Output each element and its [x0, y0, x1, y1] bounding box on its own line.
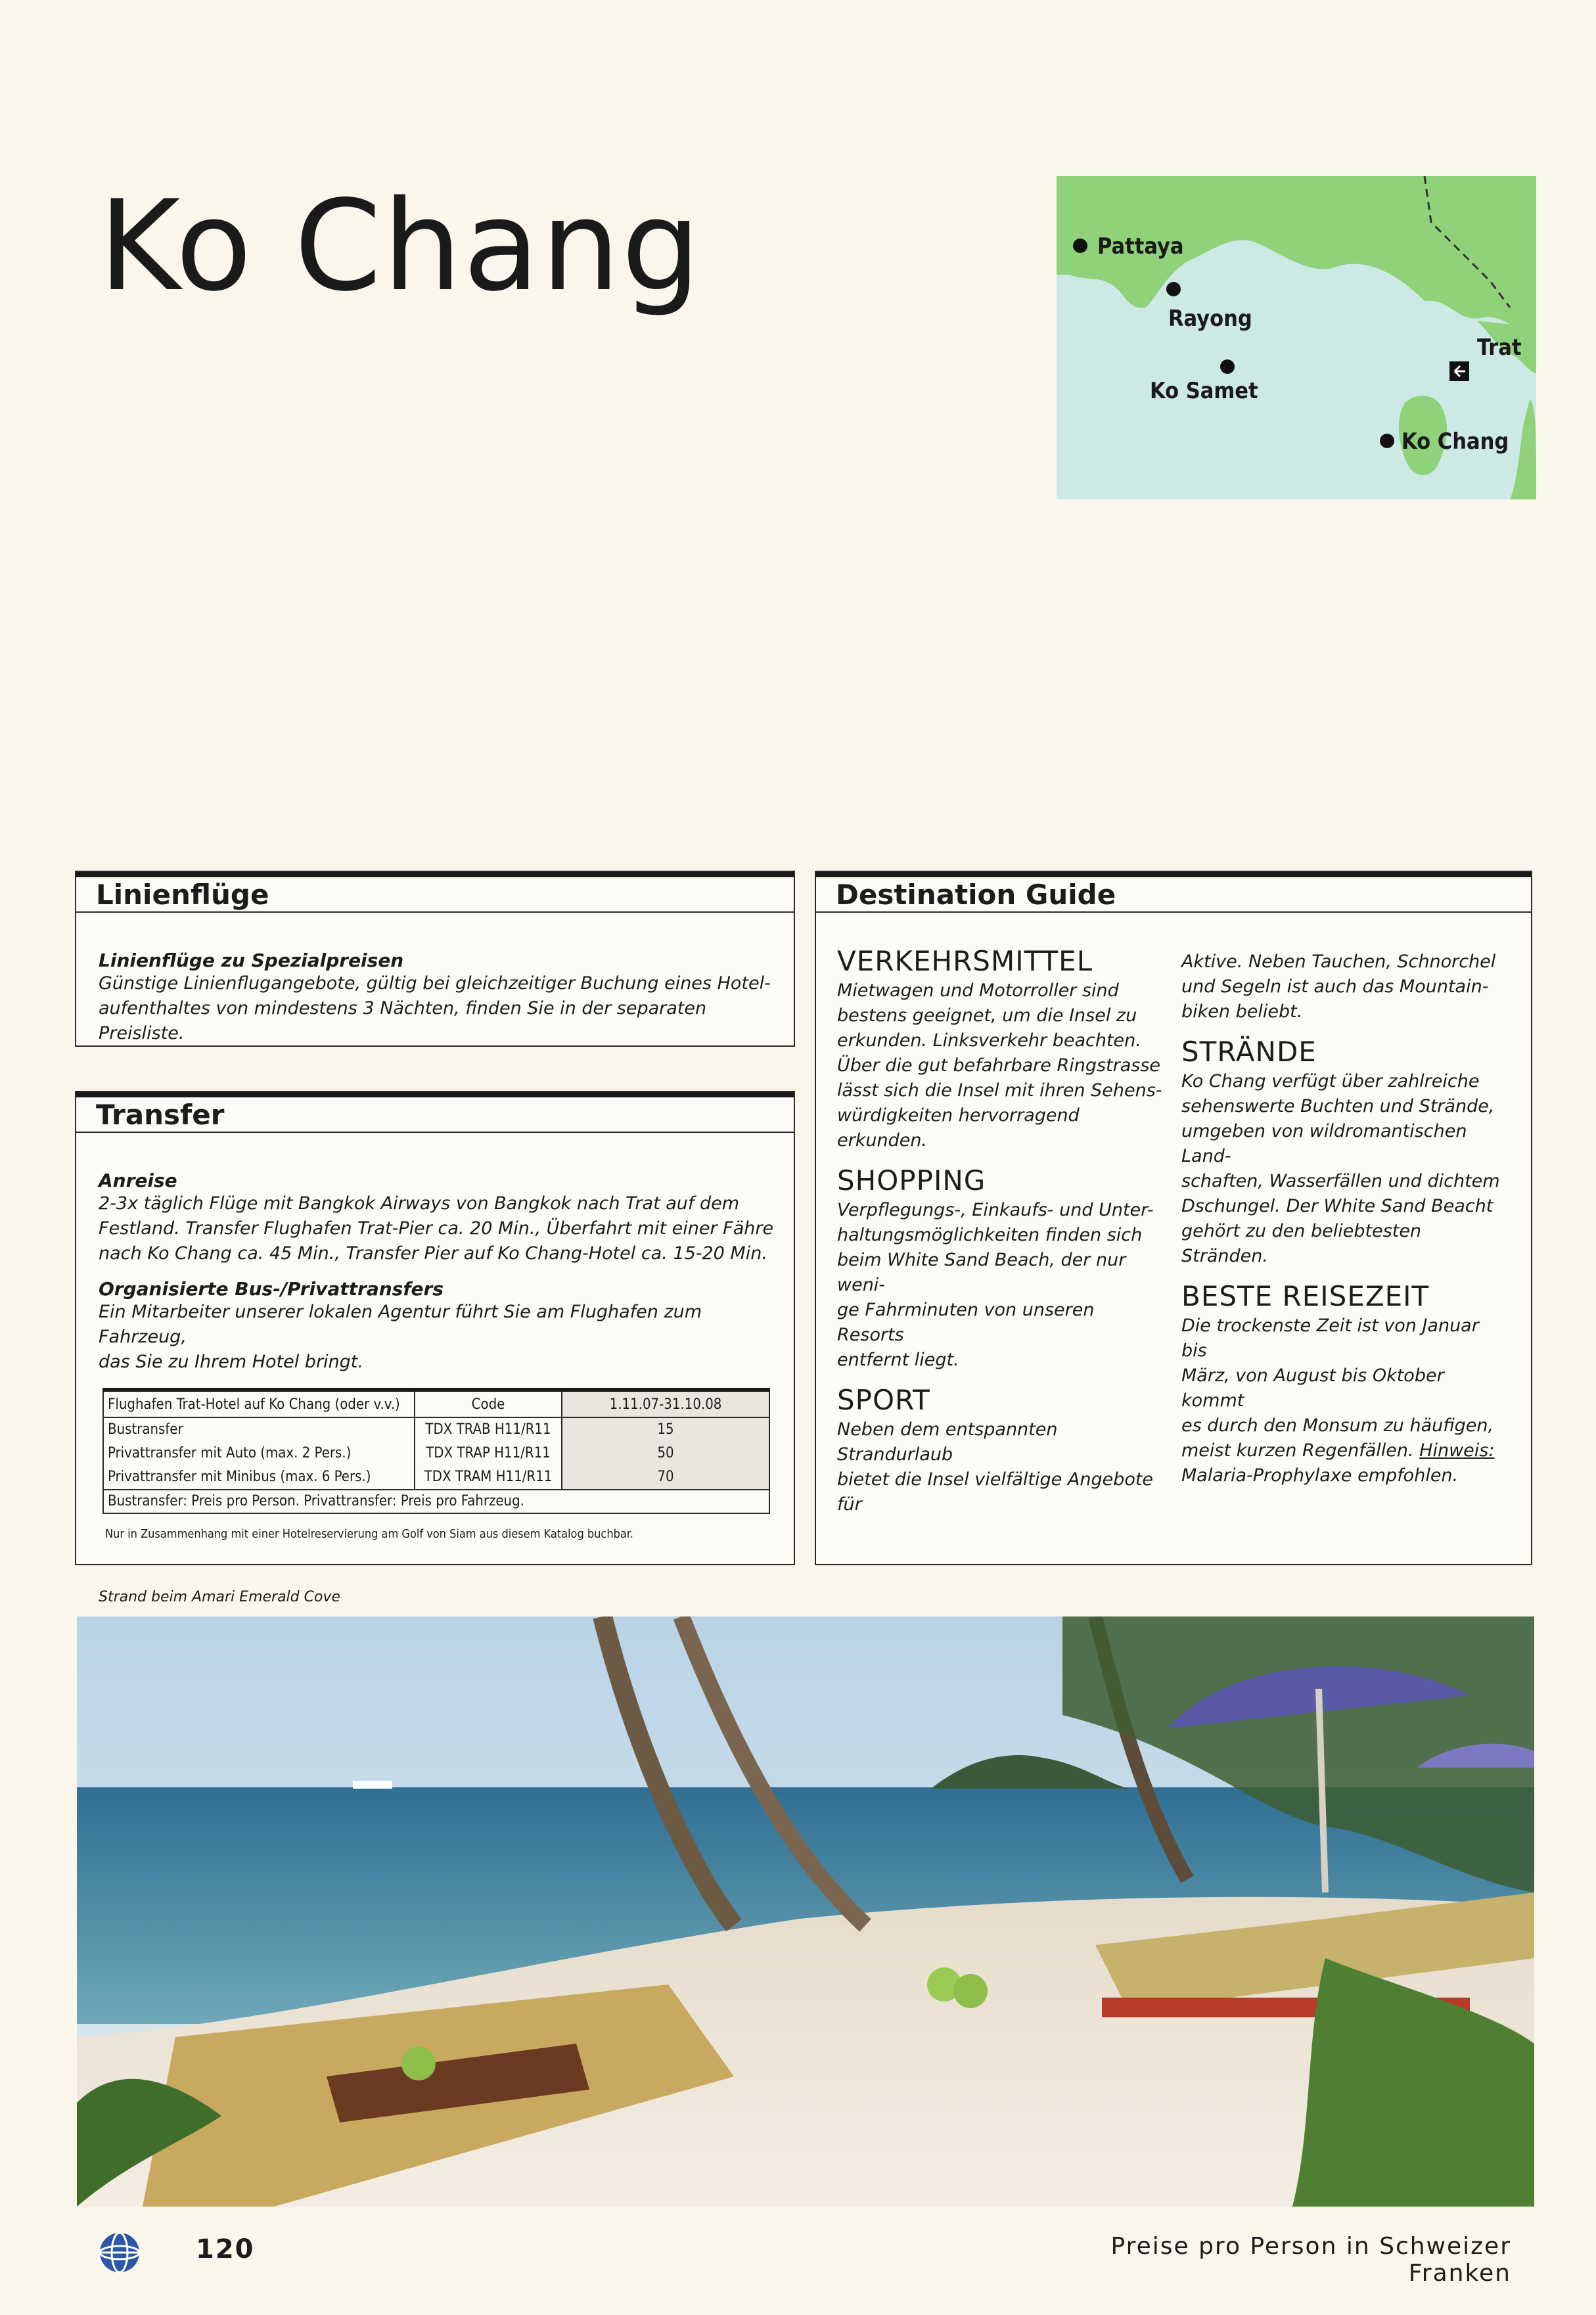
verkehr-line: Mietwagen und Motorroller sind [837, 980, 1119, 1001]
shopping-line: Verpflegungs-, Einkaufs- und Unter- [837, 1200, 1154, 1220]
table-footnote: Bustransfer: Preis pro Person. Privattransfer: Preis pro Fahrzeug. [103, 1490, 769, 1513]
reisezeit-line: Malaria-Prophylaxe empfohlen. [1181, 1465, 1459, 1486]
reisezeit-line: Die trockenste Zeit ist von Januar bis [1181, 1316, 1479, 1361]
straende-line: gehört zu den beliebtesten Stränden. [1181, 1221, 1422, 1266]
transfer-price-table [103, 1388, 770, 1514]
reisezeit-line: März, von August bis Oktober kommt [1181, 1365, 1444, 1411]
shopping-line: beim White Sand Beach, der nur weni- [837, 1250, 1126, 1295]
verkehr-line: Über die gut befahrbare Ringstrasse [837, 1055, 1160, 1076]
sport-line: Neben dem entspannten Strandurlaub [837, 1419, 1058, 1465]
transfer-box [75, 1091, 795, 1565]
table-header-period: 1.11.07-31.10.08 [562, 1390, 769, 1417]
bus-transfer-line: das Sie zu Ihrem Hotel bringt. [99, 1352, 363, 1372]
anreise-line: Festland. Transfer Flughafen Trat-Pier ca. 20 Min., Überfahrt mit einer Fähre [99, 1218, 774, 1239]
guide-column-left [837, 944, 1166, 1517]
table-cell-service: Privattransfer mit Minibus (max. 6 Pers.) [103, 1465, 415, 1490]
shopping-heading: SHOPPING [837, 1164, 986, 1197]
straende-line: sehenswerte Buchten und Strände, [1181, 1096, 1495, 1116]
sport-line: Aktive. Neben Tauchen, Schnorchel [1181, 951, 1496, 972]
sport-line: und Segeln ist auch das Mountain- [1181, 976, 1489, 997]
table-header-code: Code [415, 1390, 562, 1417]
verkehr-heading: VERKEHRSMITTEL [837, 945, 1093, 977]
linienfluege-box [75, 871, 795, 1047]
anreise-line: nach Ko Chang ca. 45 Min., Transfer Pier auf Ko Chang-Hotel ca. 15-20 Min. [99, 1243, 767, 1264]
linienfluege-heading: Linienflüge [76, 872, 794, 913]
footer-price-note: Preise pro Person in Schweizer Franken [1110, 2233, 1511, 2287]
map-label-ko-samet: Ko Samet [1150, 378, 1258, 404]
shopping-line: ge Fahrminuten von unseren Resorts [837, 1300, 1095, 1345]
reisezeit-text: meist kurzen Regenfällen. [1181, 1440, 1414, 1461]
shopping-line: entfernt liegt. [837, 1350, 959, 1370]
table-cell-code: TDX TRAM H11/R11 [415, 1465, 562, 1490]
table-cell-service: Privattransfer mit Auto (max. 2 Pers.) [103, 1442, 415, 1465]
destination-guide-heading: Destination Guide [816, 872, 1531, 913]
reisezeit-line [1181, 1438, 1510, 1463]
page-title: Ko Chang [99, 173, 702, 319]
linienfluege-text-2: aufenthaltes von mindestens 3 Nächten, finden Sie in der separaten Preisliste. [99, 998, 707, 1043]
straende-line: Dschungel. Der White Sand Beacht [1181, 1196, 1493, 1216]
anreise-heading: Anreise [99, 1170, 177, 1191]
reisezeit-heading: BESTE REISEZEIT [1181, 1280, 1430, 1312]
page-number: 120 [196, 2234, 255, 2264]
table-cell-code: TDX TRAP H11/R11 [415, 1442, 562, 1465]
straende-heading: STRÄNDE [1181, 1036, 1317, 1068]
reisezeit-line: es durch den Monsum zu häufigen, [1181, 1415, 1494, 1436]
location-map [1057, 176, 1536, 499]
verkehr-line: würdigkeiten hervorragend erkunden. [837, 1105, 1080, 1151]
table-cell-price: 50 [562, 1442, 769, 1465]
verkehr-line: lässt sich die Insel mit ihren Sehens- [837, 1080, 1162, 1101]
table-header-route: Flughafen Trat-Hotel auf Ko Chang (oder v.v.) [103, 1390, 415, 1417]
linienfluege-subheading: Linienflüge zu Spezialpreisen [99, 950, 404, 971]
straende-line: schaften, Wasserfällen und dichtem [1181, 1171, 1500, 1191]
sport-heading: SPORT [837, 1384, 930, 1416]
bus-transfer-line: Ein Mitarbeiter unserer lokalen Agentur führt Sie am Flughafen zum Fahrzeug, [99, 1302, 702, 1347]
map-label-rayong: Rayong [1168, 306, 1252, 332]
airport-icon [1449, 361, 1469, 381]
destination-guide-box [815, 871, 1532, 1565]
shopping-line: haltungsmöglichkeiten finden sich [837, 1225, 1143, 1245]
straende-line: Ko Chang verfügt über zahlreiche [1181, 1071, 1480, 1091]
table-cell-price: 70 [562, 1465, 769, 1490]
sport-line: bietet die Insel vielfältige Angebote für [837, 1469, 1154, 1515]
verkehr-line: bestens geeignet, um die Insel zu [837, 1005, 1137, 1026]
globe-logo-icon [99, 2232, 141, 2274]
sport-line: biken beliebt. [1181, 1001, 1303, 1022]
table-row [103, 1442, 769, 1465]
transfer-note: Nur in Zusammenhang mit einer Hotelreservierung am Golf von Siam aus diesem Katalog buchbar. [105, 1527, 633, 1541]
table-cell-code: TDX TRAB H11/R11 [415, 1417, 562, 1442]
map-label-pattaya: Pattaya [1097, 233, 1184, 260]
photo-caption: Strand beim Amari Emerald Cove [99, 1589, 341, 1605]
table-header-row [103, 1390, 769, 1417]
linienfluege-text-1: Günstige Linienflugangebote, gültig bei gleichzeitiger Buchung eines Hotel- [99, 973, 771, 994]
anreise-line: 2-3x täglich Flüge mit Bangkok Airways von Bangkok nach Trat auf dem [99, 1193, 740, 1214]
hinweis-label: Hinweis: [1419, 1440, 1495, 1461]
guide-column-right [1181, 950, 1510, 1488]
straende-line: umgeben von wildromantischen Land- [1181, 1121, 1467, 1166]
map-label-trat: Trat [1477, 334, 1522, 361]
table-cell-price: 15 [562, 1417, 769, 1442]
transfer-heading: Transfer [76, 1092, 794, 1133]
beach-photo [77, 1616, 1534, 2207]
table-row [103, 1417, 769, 1442]
table-cell-service: Bustransfer [103, 1417, 415, 1442]
table-row [103, 1465, 769, 1490]
verkehr-line: erkunden. Linksverkehr beachten. [837, 1030, 1141, 1051]
bus-transfer-heading: Organisierte Bus-/Privattransfers [99, 1278, 444, 1300]
map-label-ko-chang: Ko Chang [1402, 428, 1509, 455]
